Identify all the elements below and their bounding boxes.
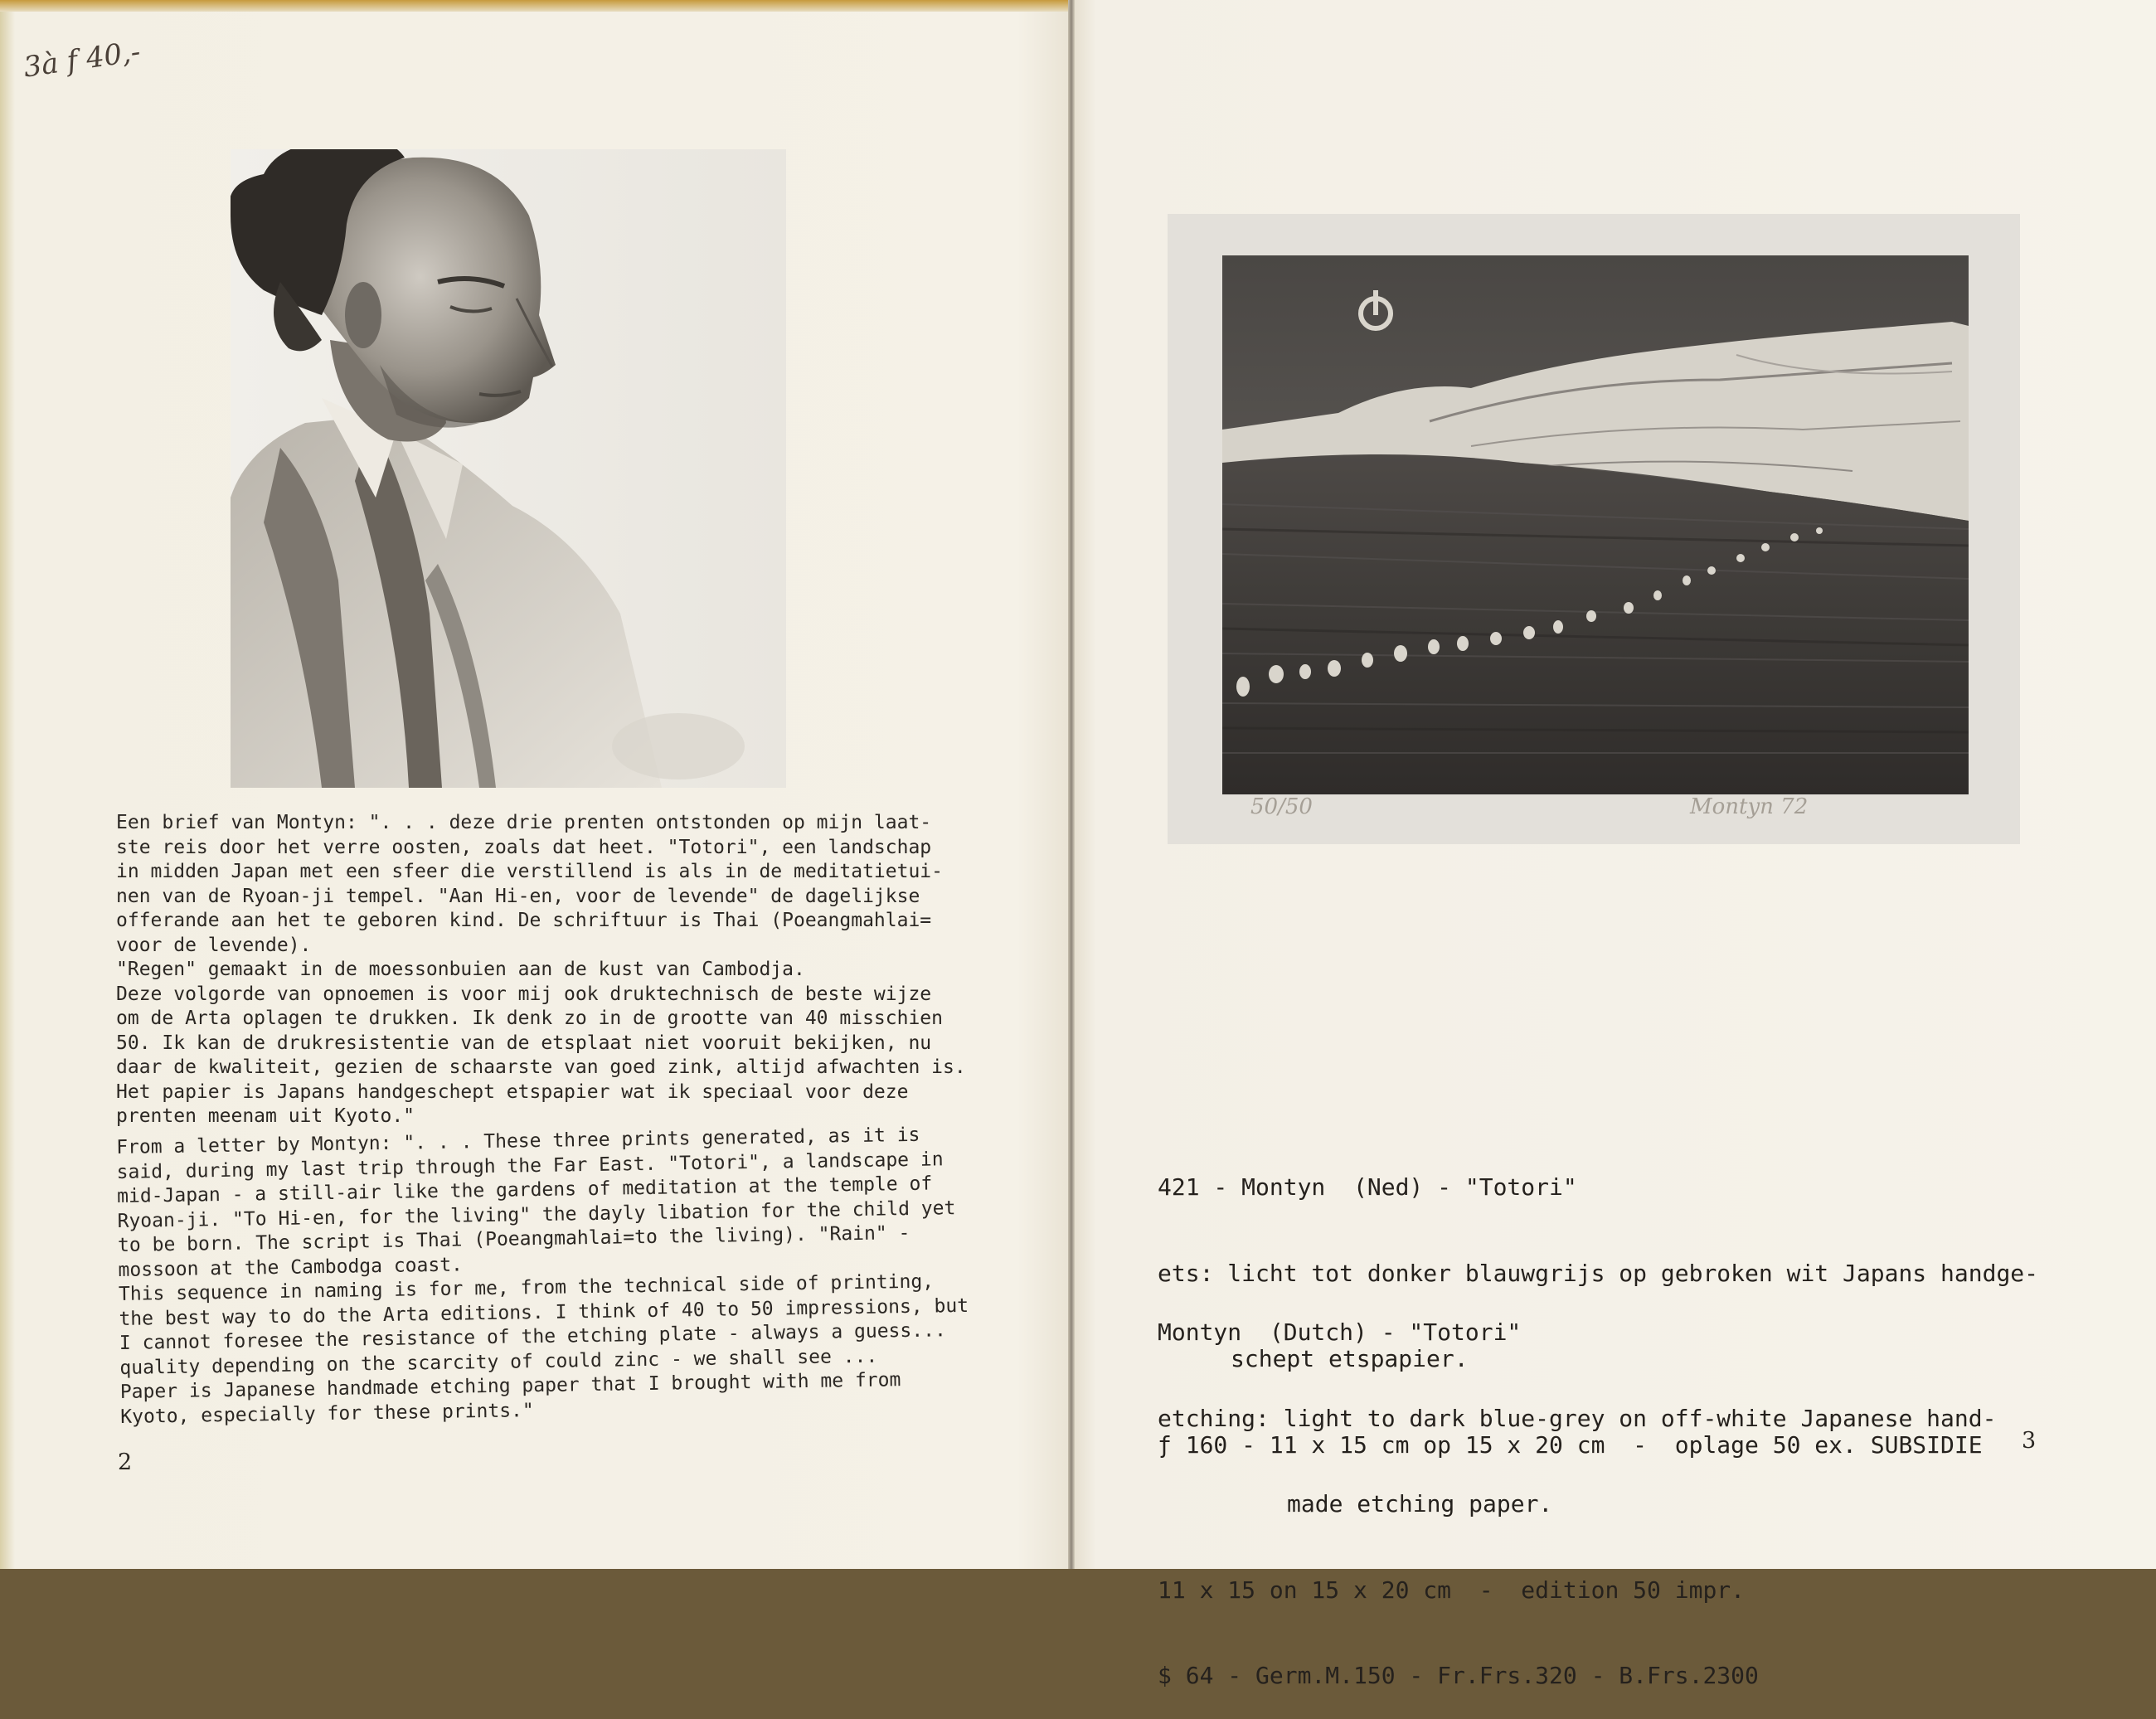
english-letter-paragraph: From a letter by Montyn: ". . . These three prints generated, as it is said, during my last trip through the Far East. "Totori", a landscape in mid-Japan - a still-air like the gardens of meditation at the temple of Ryoan-ji. "To Hi-en, for the living" the dayly libation for the child yet to be born. The script is Thai (Poeangmahlai=to the living). "Rain" - mossoon at the Cambodga coast. This sequence in naming is for me, from the technical side of printing, the best way to do the Arta editions. I think of 40 to 50 impressions, but I cannot foresee the resistance of the etching plate - always a guess... quality depending on the scarcity of could zinc - we shall see ... Paper is Japanese handmade etching paper that I brought with me from Kyoto, especially for these prints." <box>116 1124 969 1428</box>
catalog-en-medium-cont: made etching paper. <box>1287 1490 1553 1517</box>
catalog-en-size-edition: 11 x 15 on 15 x 20 cm - edition 50 impr. <box>1158 1576 1746 1604</box>
catalog-nl-price-size: ƒ 160 - 11 x 15 cm op 15 x 20 cm - oplage 50 ex. SUBSIDIE <box>1158 1430 1983 1459</box>
edition-pencil-mark: 50/50 <box>1250 794 1313 819</box>
artist-portrait-photo <box>231 149 786 788</box>
dutch-letter-paragraph: Een brief van Montyn: ". . . deze drie prenten ontstonden op mijn laat- ste reis door het verre oosten, zoals dat heet. "Totori", een landschap in midden Japan met een sfeer die verstillend is als in de meditatietui- nen van de Ryoan-ji tempel. "Aan Hi-en, voor de levende" de dagelijkse offerande aan het te geboren kind. De schriftuur is Thai (Poeangmahlai= voor de levende). "Regen" gemaakt in de moessonbuien aan de kust van Cambodja. Deze volgorde van opnoemen is voor mij ook druktechnisch de beste wijze om de Arta oplagen te drukken. Ik denk zo in de grootte van 40 misschien 50. Ik kan de drukresistentie van de etsplaat niet vooruit bekijken, nu daar de kwaliteit, gezien de schaarste van goed zink, altijd afwachten is. Het papier is Japans handgeschept etspapier wat ik speciaal voor deze prenten meenam uit Kyoto." <box>116 812 966 1127</box>
catalog-en-medium: etching: light to dark blue-grey on off-white Japanese hand- <box>1158 1404 1997 1432</box>
artist-signature-pencil: Montyn 72 <box>1690 794 1809 819</box>
catalog-nl-title: 421 - Montyn (Ned) - "Totori" <box>1158 1173 1577 1201</box>
catalog-en-prices: $ 64 - Germ.M.150 - Fr.Frs.320 - B.Frs.2300 <box>1158 1662 1759 1689</box>
etching-reproduction <box>1168 214 2020 844</box>
book-top-edge <box>0 0 1071 12</box>
catalog-nl-medium-cont: schept etspapier. <box>1231 1345 1469 1372</box>
page-number-left: 2 <box>118 1449 133 1475</box>
catalog-entry-english <box>1158 1261 2086 1719</box>
handwritten-price-note: 3à f 40,- <box>21 35 143 85</box>
book-spine <box>1068 0 1075 1569</box>
catalog-en-title: Montyn (Dutch) - "Totori" <box>1158 1318 1522 1346</box>
etching-plate-image <box>1222 255 1969 794</box>
catalog-nl-medium: ets: licht tot donker blauwgrijs op gebroken wit Japans handge- <box>1158 1259 2039 1287</box>
page-number-right: 3 <box>2022 1428 2037 1454</box>
